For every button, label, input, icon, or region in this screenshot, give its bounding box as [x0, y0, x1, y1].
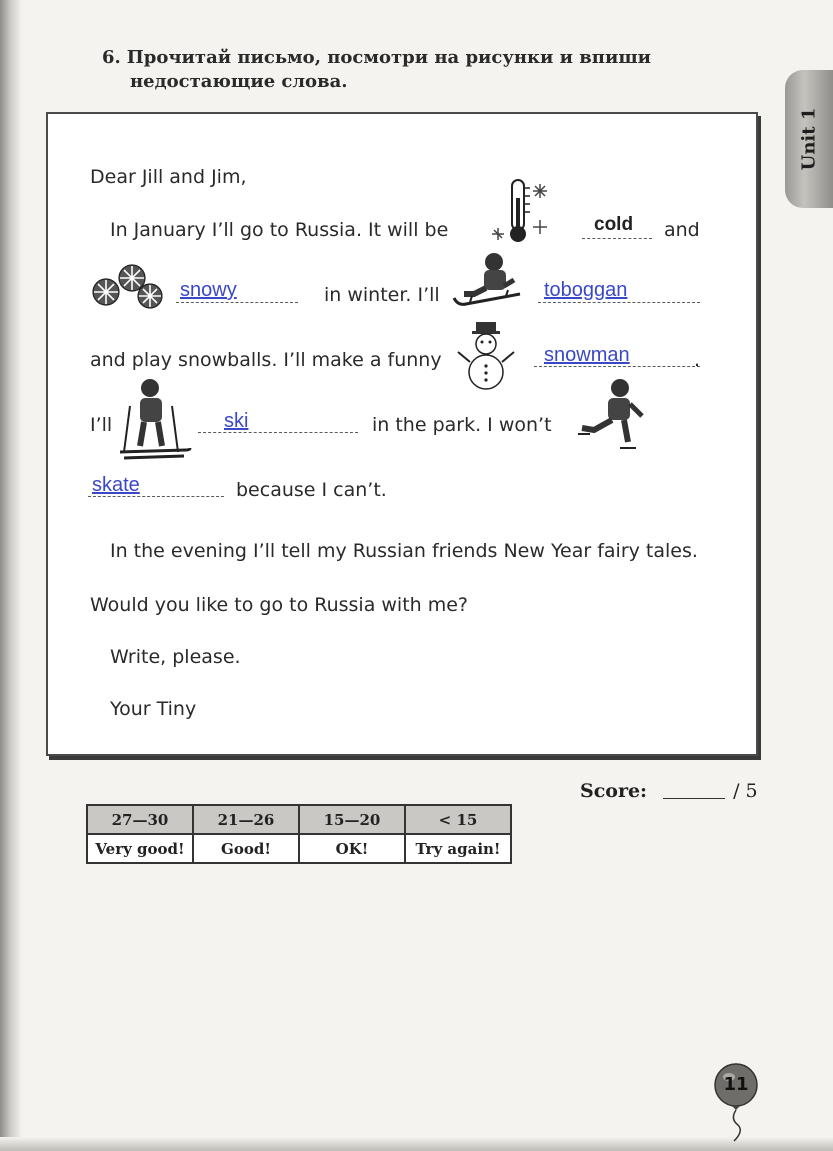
letter-line-1-start: In January I’ll go to Russia. It will be — [110, 219, 449, 241]
score-input-line[interactable] — [663, 798, 725, 799]
grade-range: < 15 — [405, 805, 511, 834]
answer-snowy[interactable]: snowy — [180, 279, 237, 301]
task-line-2: недостающие слова. — [130, 71, 348, 92]
task-instruction — [102, 46, 742, 94]
unit-tab — [785, 70, 833, 208]
blank-line-toboggan — [538, 302, 700, 303]
skier-boy-icon — [120, 376, 192, 466]
unit-tab-label: Unit 1 — [798, 107, 820, 171]
score-total: / 5 — [733, 780, 758, 802]
page-binding-shadow — [0, 0, 22, 1151]
blank-line-snowy — [176, 302, 298, 303]
grade-labels-row — [87, 834, 511, 863]
letter-line-3-end: . — [694, 349, 701, 371]
grade-label: Very good! — [87, 834, 193, 863]
grade-ranges-row — [87, 805, 511, 834]
letter-box — [46, 112, 758, 756]
answer-skate[interactable]: skate — [92, 474, 140, 496]
letter-greeting: Dear Jill and Jim, — [90, 166, 247, 188]
snowflakes-icon — [88, 260, 168, 314]
answer-snowman[interactable]: snowman — [544, 344, 630, 366]
letter-line-7: Would you like to go to Russia with me? — [90, 594, 469, 616]
letter-line-8: Write, please. — [110, 646, 241, 668]
blank-line-ski — [198, 432, 358, 433]
letter-signature: Your Tiny — [110, 698, 197, 720]
letter-line-3-start: and play snowballs. I’ll make a funny — [90, 349, 442, 371]
score — [580, 780, 758, 802]
task-line-1: Прочитай письмо, посмотри на рисунки и впиши — [126, 47, 652, 68]
thermometer-icon — [490, 176, 552, 248]
grade-label: Try again! — [405, 834, 511, 863]
letter-line-5-end: because I can’t. — [236, 479, 387, 501]
answer-ski[interactable]: ski — [224, 410, 249, 432]
grade-label: OK! — [299, 834, 405, 863]
grade-table — [86, 804, 512, 864]
letter-line-2-middle: in winter. I’ll — [324, 284, 440, 306]
answer-toboggan[interactable]: toboggan — [544, 279, 628, 301]
answer-cold[interactable]: cold — [594, 214, 634, 235]
toboggan-boy-icon — [450, 250, 528, 312]
grade-label: Good! — [193, 834, 299, 863]
letter-line-4-middle: in the park. I won’t — [372, 414, 552, 436]
letter-line-6: In the evening I’ll tell my Russian friends New Year fairy tales. — [110, 540, 698, 562]
letter-line-4-start: I’ll — [90, 414, 113, 436]
grade-range: 15—20 — [299, 805, 405, 834]
page-bottom-shadow — [0, 1137, 833, 1151]
skater-boy-icon — [576, 376, 648, 456]
blank-line-cold — [582, 238, 652, 239]
grade-range: 21—26 — [193, 805, 299, 834]
task-number: 6. — [102, 47, 121, 68]
letter-line-1-end: and — [664, 219, 700, 241]
grade-range: 27—30 — [87, 805, 193, 834]
snowman-icon — [456, 320, 516, 392]
page-number: 11 — [723, 1074, 749, 1095]
score-label: Score: — [580, 780, 648, 802]
